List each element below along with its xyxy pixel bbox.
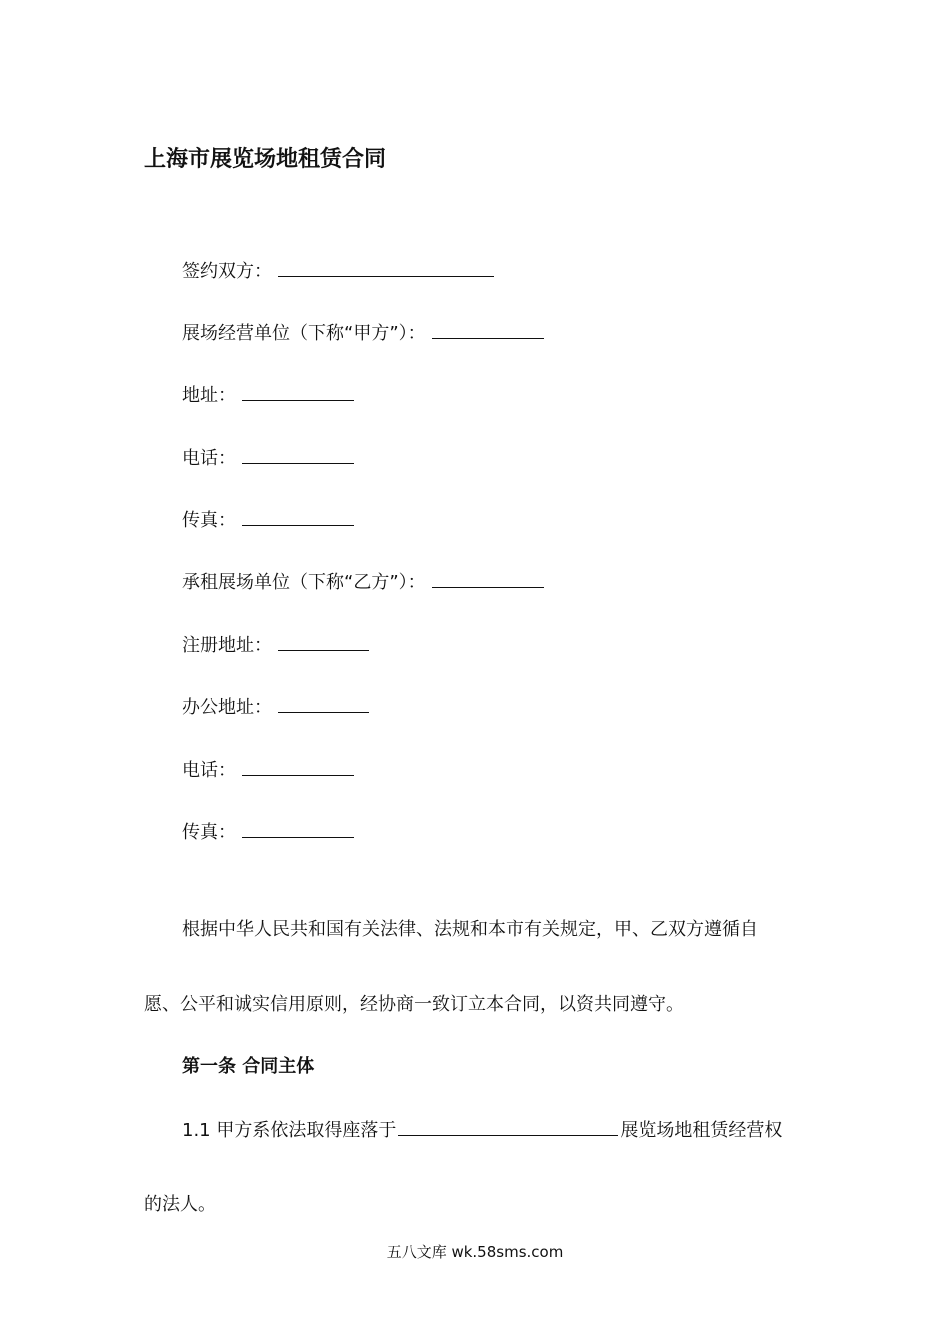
clause-text: 展览场地租赁经营权 <box>620 1120 783 1141</box>
fill-in-blank[interactable] <box>432 567 544 588</box>
fill-in-blank[interactable] <box>278 256 494 277</box>
field-label: 承租展场单位（下称“乙方”）： <box>182 572 426 593</box>
field-party-a-address <box>182 380 354 410</box>
field-signing-parties <box>182 256 494 286</box>
clause-1-1-line1 <box>182 1115 782 1145</box>
intro-paragraph-line1: 根据中华人民共和国有关法律、法规和本市有关规定，甲、乙双方遵循自 <box>182 919 758 940</box>
field-party-a <box>182 318 544 348</box>
field-label: 地址： <box>182 385 236 406</box>
field-party-b-registered-address <box>182 630 369 660</box>
fill-in-blank[interactable] <box>398 1115 618 1136</box>
field-label: 办公地址： <box>182 697 272 718</box>
field-party-a-phone <box>182 443 354 473</box>
field-label: 电话： <box>182 760 236 781</box>
page-footer: 五八文库 wk.58sms.com <box>386 1243 564 1261</box>
field-party-b-fax <box>182 817 354 847</box>
field-party-b-office-address <box>182 692 369 722</box>
document-title: 上海市展览场地租赁合同 <box>144 147 387 172</box>
field-label: 展场经营单位（下称“甲方”）： <box>182 323 426 344</box>
section-heading: 第一条 合同主体 <box>182 1056 315 1077</box>
clause-1-1-line2: 的法人。 <box>144 1194 216 1215</box>
field-label: 签约双方： <box>182 261 272 282</box>
field-party-b <box>182 567 544 597</box>
clause-text: 1.1 甲方系依法取得座落于 <box>182 1120 397 1141</box>
field-party-a-fax <box>182 505 354 535</box>
fill-in-blank[interactable] <box>242 443 354 464</box>
fill-in-blank[interactable] <box>242 755 354 776</box>
fill-in-blank[interactable] <box>242 817 354 838</box>
fill-in-blank[interactable] <box>278 692 369 713</box>
field-label: 传真： <box>182 822 236 843</box>
field-label: 电话： <box>182 448 236 469</box>
field-party-b-phone <box>182 755 354 785</box>
fill-in-blank[interactable] <box>278 630 369 651</box>
fill-in-blank[interactable] <box>242 505 354 526</box>
fill-in-blank[interactable] <box>432 318 544 339</box>
field-label: 注册地址： <box>182 635 272 656</box>
field-label: 传真： <box>182 510 236 531</box>
fill-in-blank[interactable] <box>242 380 354 401</box>
intro-paragraph-line2: 愿、公平和诚实信用原则，经协商一致订立本合同，以资共同遵守。 <box>144 994 684 1015</box>
